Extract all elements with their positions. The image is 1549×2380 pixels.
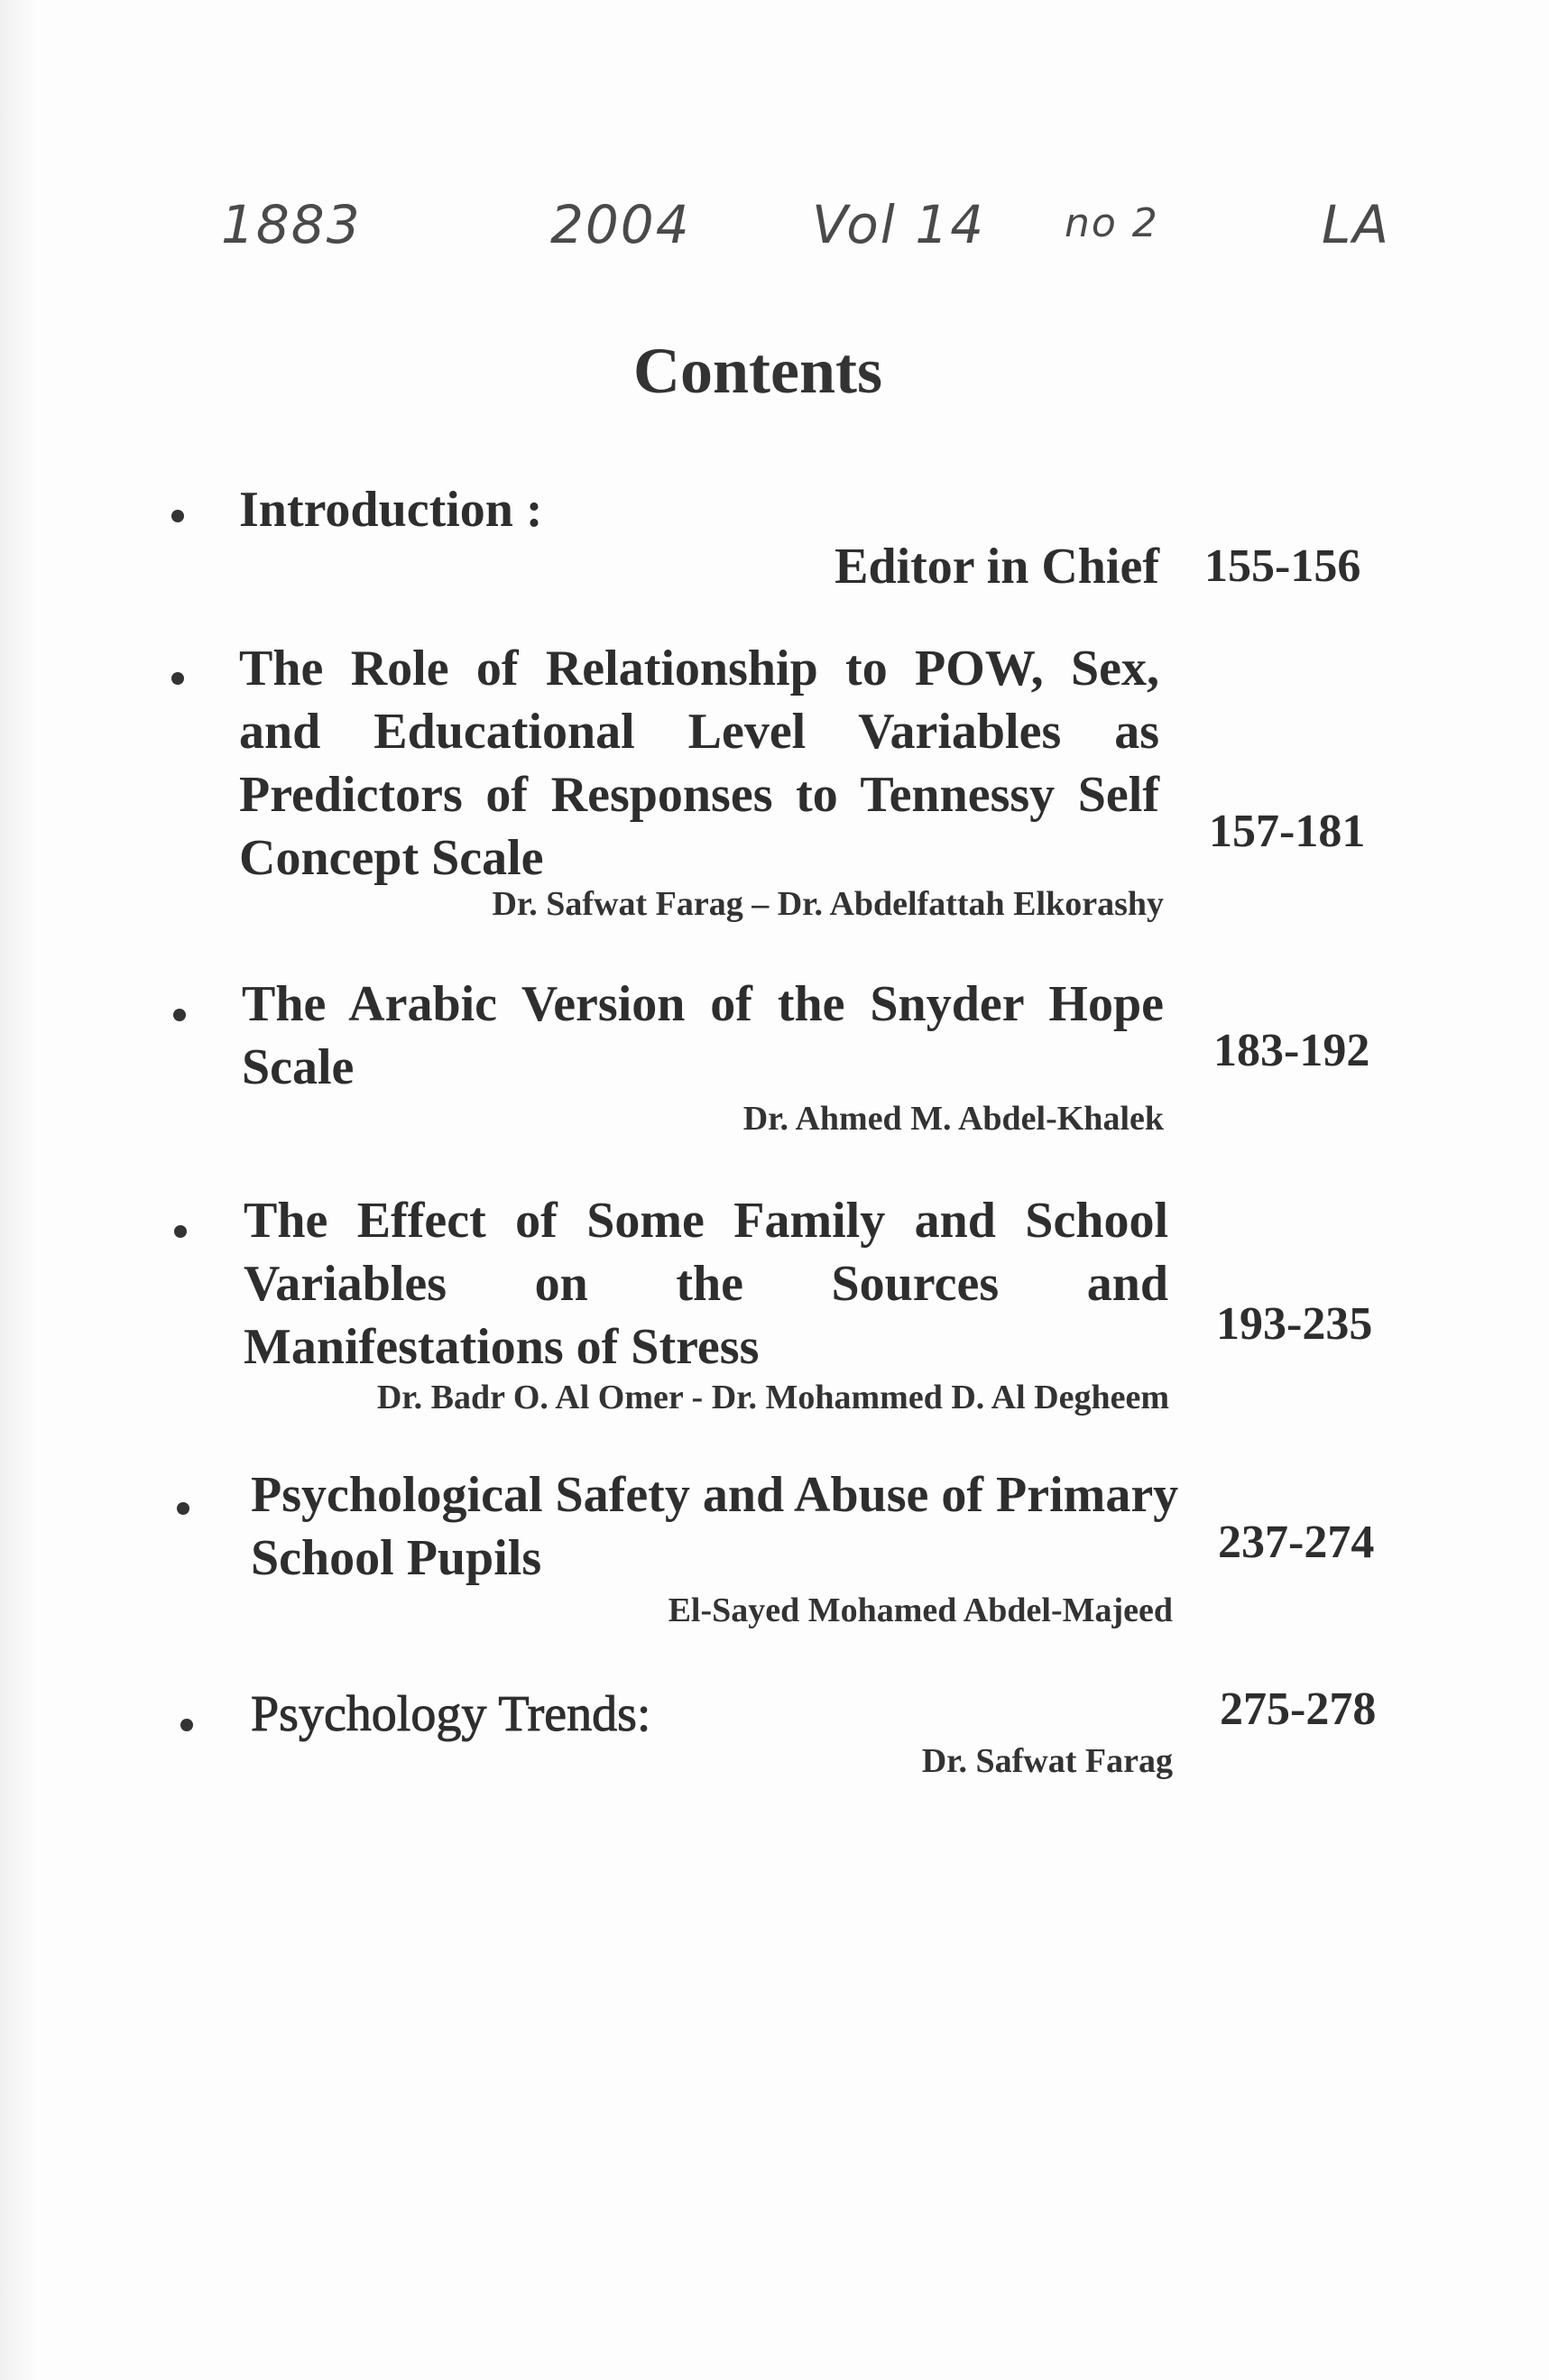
bullet-icon bbox=[180, 1719, 193, 1731]
bullet-icon bbox=[171, 510, 184, 522]
page-title: Contents bbox=[632, 335, 882, 407]
handwritten-note-code: LA bbox=[1322, 194, 1390, 255]
toc-entry-title: Psychology Trends: bbox=[251, 1686, 651, 1742]
handwritten-note-volume: Vol 14 bbox=[812, 194, 986, 255]
toc-entry-author: Dr. Safwat Farag bbox=[921, 1742, 1173, 1780]
toc-entry-title: Introduction : bbox=[239, 482, 543, 538]
toc-entry-pages: 275-278 bbox=[1220, 1684, 1377, 1735]
bullet-icon bbox=[177, 1502, 189, 1515]
toc-entry-pages: 237-274 bbox=[1218, 1517, 1375, 1568]
bullet-icon bbox=[174, 1225, 187, 1238]
toc-entry-pages: 155-156 bbox=[1204, 540, 1361, 592]
handwritten-note-accession: 1883 bbox=[221, 194, 362, 255]
toc-entry-title: The Arabic Version of the Snyder Hope Scale bbox=[242, 976, 1164, 1095]
bullet-icon bbox=[171, 672, 184, 685]
toc-entry-pages: 183-192 bbox=[1213, 1025, 1370, 1076]
handwritten-note-year: 2004 bbox=[550, 194, 691, 255]
toc-entry-author: El-Sayed Mohamed Abdel-Majeed bbox=[668, 1591, 1173, 1629]
toc-entry-author: Dr. Safwat Farag – Dr. Abdelfattah Elkorashy bbox=[492, 885, 1164, 923]
toc-entry-author: Editor in Chief bbox=[834, 539, 1159, 595]
toc-entry-title: The Effect of Some Family and School Variables on the Sources and Manifestations of Stress bbox=[244, 1193, 1168, 1375]
toc-entry-title: The Role of Relationship to POW, Sex, and Educational Level Variables as Predictors of Responses to Tennessy Self Concept Scale bbox=[239, 641, 1159, 886]
toc-entry-pages: 157-181 bbox=[1209, 806, 1366, 857]
toc-entry-title: Psychological Safety and Abuse of Primary School Pupils bbox=[251, 1467, 1179, 1586]
toc-entry-author: Dr. Ahmed M. Abdel-Khalek bbox=[742, 1100, 1164, 1138]
toc-entry-author: Dr. Badr O. Al Omer - Dr. Mohammed D. Al Degheem bbox=[376, 1379, 1169, 1416]
handwritten-note-number: no 2 bbox=[1065, 200, 1159, 246]
toc-entry-pages: 193-235 bbox=[1216, 1298, 1373, 1350]
bullet-icon bbox=[173, 1009, 186, 1021]
